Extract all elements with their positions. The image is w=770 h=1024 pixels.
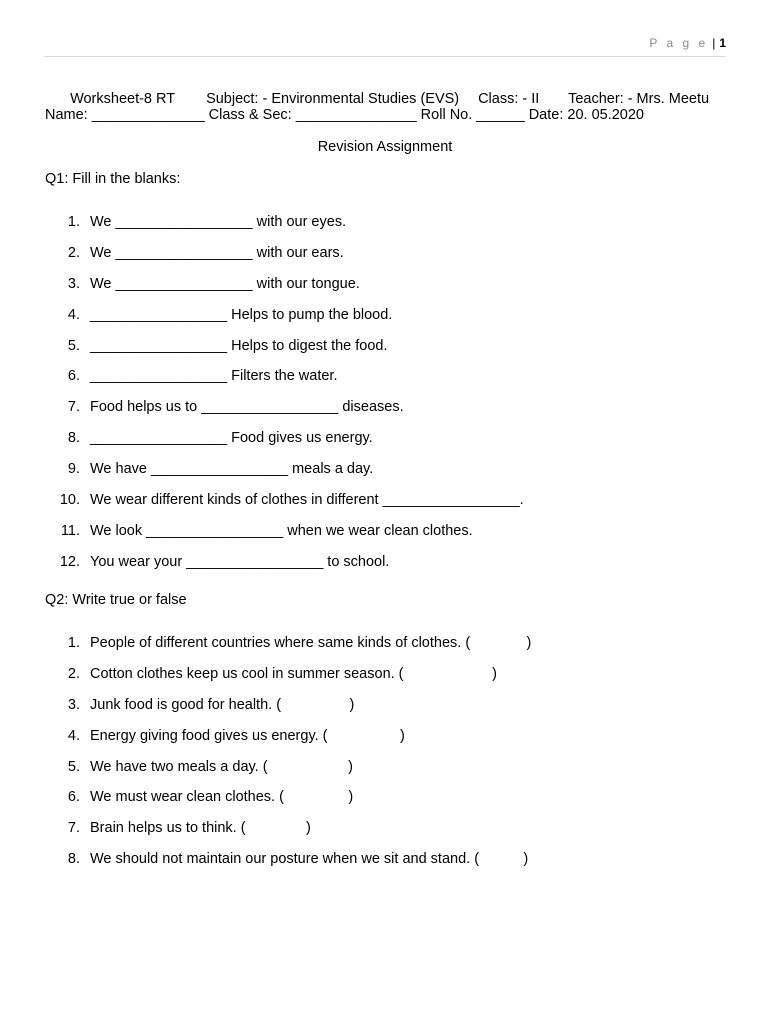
q1-item-text: Food helps us to _________________ diseases. [90,399,404,416]
q1-item-text: _________________ Filters the water. [90,368,338,385]
q1-item [67,460,524,491]
page-label: P a g e [649,36,709,50]
q1-item [67,337,524,368]
q1-item-text: _________________ Food gives us energy. [90,430,373,447]
q1-item-number: 9. [67,461,80,478]
teacher-label: Teacher: - Mrs. Meetu [568,91,710,107]
class-label: Class: - II [478,91,540,107]
q2-item-text: We should not maintain our posture when we sit and stand. ( ) [90,851,529,868]
q1-item-text: We _________________ with our tongue. [90,275,360,292]
q2-item-number: 2. [67,665,80,682]
q2-item [67,788,531,819]
q1-item [67,398,524,429]
q1-item-text: We wear different kinds of clothes in different _________________. [90,492,524,509]
q1-item-number: 6. [67,368,80,385]
q2-item [67,727,531,758]
q2-item-number: 8. [67,851,80,868]
assignment-title: Revision Assignment [317,139,453,155]
q2-item [67,634,532,665]
q1-item [67,367,524,398]
q2-item-text: Junk food is good for health. ( ) [90,696,355,713]
q1-item [67,275,524,306]
q2-item-number: 4. [67,727,80,744]
q2-item-text: Brain helps us to think. ( ) [90,820,311,837]
page-number: 1 [719,36,726,50]
q2-item [67,696,531,727]
q1-item-text: _________________ Helps to pump the blood. [90,306,393,323]
q1-item [59,553,524,584]
q1-item-number: 12. [59,553,80,570]
q2-item-number: 5. [67,758,80,775]
q1-item-number: 10. [59,492,80,509]
q1-item-text: You wear your _________________ to school. [90,553,390,570]
q2-item [67,850,531,881]
q1-item-text: We _________________ with our eyes. [90,214,347,230]
q1-item-number: 3. [67,275,80,292]
q1-item-number: 8. [67,430,80,447]
q1-list [59,213,524,584]
q1-item-text: We look _________________ when we wear clean clothes. [90,522,473,539]
q2-item-text: Cotton clothes keep us cool in summer season. ( ) [90,665,497,682]
q2-item-number: 7. [67,820,80,837]
q1-item-number: 2. [67,244,80,261]
q1-item [67,429,524,460]
q1-item [60,522,524,553]
worksheet-label: Worksheet-8 RT [70,91,176,107]
q2-item [67,665,531,696]
q2-list [67,634,532,881]
q1-item-number: 5. [67,337,80,354]
subject-label: Subject: - Environmental Studies (EVS) [206,91,460,107]
q2-item-text: We must wear clean clothes. ( ) [90,789,354,806]
q2-item-number: 6. [67,789,80,806]
q1-item [67,306,524,337]
q1-item [59,491,524,522]
q2-item [67,819,531,850]
q1-heading: Q1: Fill in the blanks: [45,171,181,187]
page-separator: | [712,36,716,50]
student-info-row: Name: ______________ Class & Sec: _______________ Roll No. ______ Date: 20. 05.2020 [45,107,644,123]
q2-heading: Q2: Write true or false [45,592,187,608]
q1-item [67,244,524,275]
title-row [62,75,709,107]
page-header [44,36,726,57]
q1-item-number: 7. [67,399,80,416]
q1-item [67,213,524,244]
q1-item-number: 11. [60,522,80,539]
q1-item-text: We _________________ with our ears. [90,244,344,261]
q2-item-number: 3. [67,696,80,713]
q2-item [67,758,531,789]
q2-item-text: We have two meals a day. ( ) [90,758,353,775]
q1-item-text: We have _________________ meals a day. [90,461,374,478]
q2-item-number: 1. [67,635,80,651]
q2-item-text: People of different countries where same kinds of clothes. ( ) [90,635,532,651]
q1-item-number: 4. [67,306,80,323]
q1-item-number: 1. [67,214,80,230]
q1-item-text: _________________ Helps to digest the food. [90,337,388,354]
q2-item-text: Energy giving food gives us energy. ( ) [90,727,405,744]
